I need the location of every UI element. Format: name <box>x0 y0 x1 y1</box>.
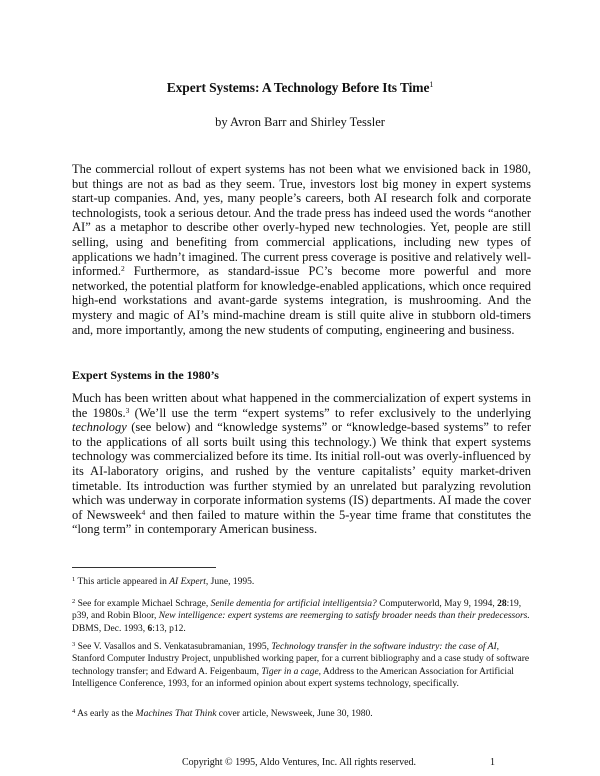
paragraph-intro: The commercial rollout of expert systems has not been what we envisioned back in 1980, but things are not as bad as they seem. True, investors lost big money in expert systems start-up companies. And, yes, many people’s careers, both AI research folk and corporate technologists, took a serious detour. And the trade press has indeed used the words “another AI” as a metaphor to describe other overly-hyped new technologies. Yet, people are still selling, using and benefiting from commercial applications, including new types of applications we hadn’t imagined. The current press coverage is positive and relatively well-informed.$^2$ Furthermore, as standard-issue PC’s become more powerful and more networked, the potential platform for knowledge-enabled applications, which once required high-end workstations and avant-garde systems integration, is mushrooming. And the mystery and magic of AI’s mind-machine dream is still quite alive in stubborn old-timers and, more importantly, among the new students of computing, engineering and business. <box>72 162 531 337</box>
title-text: Expert Systems: A Technology Before Its Time <box>166 80 430 95</box>
title-footnote-marker[interactable]: 1 <box>429 80 434 89</box>
section-heading: Expert Systems in the 1980’s <box>72 368 219 382</box>
footnote-2: $^2$ See for example Michael Schrage, Senile dementia for artificial intelligentsia? Computerworld, May 9, 1994, 28:19, p39, and Robin Bloor, New intelligence: expert systems are reemerging to satisfy broader needs than their predecessors. DBMS, Dec. 1993, 6:13, p12. <box>72 598 530 634</box>
footnote-3: $^3$ See V. Vasallos and S. Venkatasubramanian, 1995, Technology transfer in the software industry: the case of AI, Stanford Computer Industry Project, unpublished working paper, for a current bibliography and a case study of software technology transfer; and Edward A. Feigenbaum, Tiger in a cage, Address to the American Association for Artificial Intelligence Conference, 1993, for an informed opinion about expert systems technology, specifically. <box>72 641 530 689</box>
italic-technology: technology <box>72 420 127 435</box>
footnote-marker-4[interactable]: 4 <box>141 507 146 517</box>
footnote-divider <box>72 567 216 568</box>
byline: by Avron Barr and Shirley Tessler <box>215 115 385 129</box>
footnote-marker-3[interactable]: 3 <box>125 405 130 415</box>
page-number: 1 <box>490 757 495 768</box>
footnote-4: $^4$ As early as the Machines That Think cover article, Newsweek, June 30, 1980. <box>72 708 373 719</box>
footnote-marker-2[interactable]: 2 <box>120 264 125 274</box>
copyright-notice: Copyright © 1995, Aldo Ventures, Inc. All rights reserved. <box>182 757 417 768</box>
document-title <box>0 80 600 96</box>
footnote-1: $^1$ This article appeared in AI Expert, June, 1995. <box>72 576 255 587</box>
paragraph-section-1: Much has been written about what happened in the commercialization of expert systems in the 1980s.$^3$ (We’ll use the term “expert systems” to refer exclusively to the underlying technology (see below) and “knowledge systems” or “knowledge-based systems” to refer to the applications of all sorts built using this technology.) We think that expert systems technology was commercialized before its time. Its initial roll-out was overly-influenced by its AI-laboratory origins, and rushed by the venture capitalists’ equity market-driven timetable. Its introduction was further stymied by an unrelated but paralyzing revolution which was underway in corporate information systems (IS) departments. AI made the cover of Newsweek$^4$ and then failed to mature within the 5-year time frame that constitutes the “long term” in contemporary American business. <box>72 391 531 537</box>
